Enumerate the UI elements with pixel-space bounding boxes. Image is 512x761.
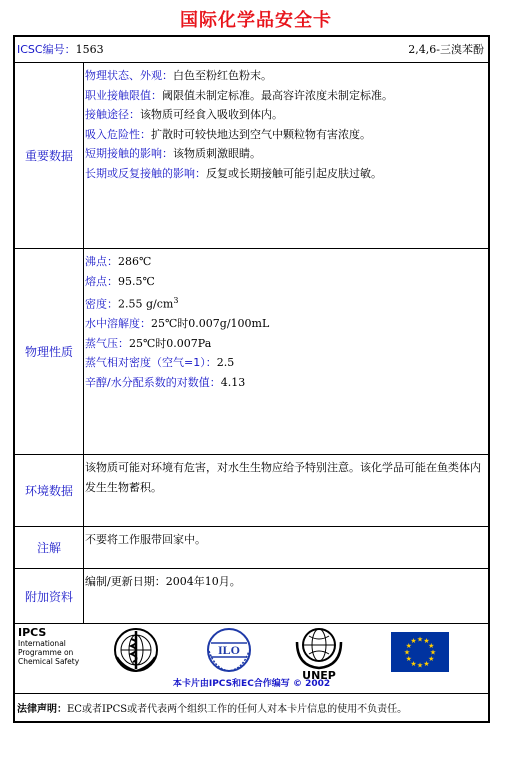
card-title: 国际化学品安全卡	[180, 10, 332, 31]
important-item-key: 长期或反复接触的影响：	[85, 166, 206, 180]
notes-label: 注解	[15, 527, 84, 568]
physical-item-value: 95.5℃	[118, 274, 155, 288]
eu-star-icon: ★	[410, 659, 417, 668]
important-item-key: 物理状态、外观：	[85, 69, 173, 82]
important-item-key: 职业接触限值：	[85, 88, 162, 102]
physical-item-value: 2.5	[216, 356, 235, 370]
environment-label: 环境数据	[15, 455, 84, 526]
eu-star-icon: ★	[405, 655, 412, 663]
important-item-key: 接触途径：	[85, 108, 140, 121]
physical-item-value: 2.55 g/cm	[118, 297, 174, 311]
environment-text: 该物质可能对环境有危害，对水生生物应给予特别注意。该化学品可能在鱼类体内发生生物蓄积。	[85, 461, 481, 494]
important-data-content	[83, 63, 488, 248]
legal-notice	[15, 694, 488, 721]
physical-item-key: 熔点：	[85, 274, 118, 288]
eu-star-icon: ★	[416, 661, 424, 670]
notes-text: 不要将工作服带回家中。	[85, 533, 206, 546]
physical-item	[85, 252, 486, 272]
physical-item	[85, 334, 486, 354]
chemical-name: 2,4,6-三溴苯酚	[408, 43, 484, 56]
eu-star-icon: ★	[405, 642, 412, 650]
important-item-key: 短期接触的影响：	[85, 147, 173, 160]
important-item	[85, 86, 486, 106]
physical-properties-label: 物理性质	[15, 249, 84, 454]
physical-item-key: 蒸气相对密度（空气=1）：	[85, 356, 217, 370]
important-item-value: 该物质可经食入吸收到体内。	[140, 108, 283, 121]
physical-properties-content	[83, 249, 488, 454]
header-row	[15, 37, 488, 63]
additional-text: 编制/更新日期：2004年10月。	[85, 575, 241, 588]
who-emblem-icon	[113, 627, 159, 673]
eu-star-icon: ★	[429, 648, 437, 657]
eu-star-icon: ★	[428, 655, 435, 663]
physical-item-value: 4.13	[220, 375, 246, 389]
ipcs-line1: International	[18, 639, 66, 648]
physical-item	[85, 314, 486, 334]
eu-star-icon: ★	[403, 648, 411, 657]
ipcs-line3: Chemical Safety	[18, 657, 80, 666]
important-item	[85, 125, 486, 145]
important-data-label: 重要数据	[15, 63, 84, 248]
physical-item	[85, 353, 486, 373]
important-item-value: 扩散时可较快地达到空气中颗粒物有害浓度。	[151, 127, 371, 141]
physical-item-value: 25℃时0.007g/100mL	[151, 317, 270, 331]
physical-item-value: 286℃	[118, 255, 152, 268]
physical-item-key: 密度：	[85, 297, 118, 311]
environment-section	[15, 455, 488, 527]
unep-emblem-icon	[295, 626, 343, 680]
ipcs-abbr: IPCS	[18, 626, 47, 639]
eu-star-icon: ★	[423, 659, 430, 668]
notes-section	[15, 527, 488, 569]
eu-star-icon: ★	[423, 637, 430, 646]
important-item	[85, 144, 486, 164]
physical-item-sup: 3	[173, 296, 179, 305]
important-item-value: 该物质刺激眼睛。	[173, 147, 261, 160]
physical-properties-section	[15, 249, 488, 455]
eu-flag-icon	[391, 632, 449, 672]
eu-star-icon: ★	[428, 642, 435, 650]
important-item-value: 反复或长期接触可能引起皮肤过敏。	[206, 166, 382, 180]
important-item-value: 白色至粉红色粉末。	[173, 69, 272, 82]
important-item	[85, 164, 486, 184]
physical-item-key: 辛醇/水分配系数的对数值：	[85, 375, 221, 389]
icsc-label: ICSC编号：	[17, 43, 76, 56]
important-item	[85, 66, 486, 86]
ilo-text: ILO	[217, 643, 241, 657]
logos-row	[15, 624, 488, 694]
icsc-number	[17, 41, 104, 57]
footer-note: 本卡片由IPCS和EC合作编写 © 2002	[172, 679, 331, 689]
important-item-value: 阈限值未制定标准。最高容许浓度未制定标准。	[162, 88, 393, 102]
important-data-section	[15, 63, 488, 249]
physical-item	[85, 373, 486, 393]
important-item	[85, 105, 486, 125]
eu-star-icon: ★	[410, 637, 417, 646]
ipcs-line2: Programme on	[18, 648, 74, 657]
unep-text: UNEP	[302, 669, 336, 680]
additional-section	[15, 569, 488, 624]
icsc-card	[13, 35, 490, 723]
ilo-emblem-icon	[205, 627, 253, 673]
physical-item	[85, 272, 486, 292]
important-item-key: 吸入危险性：	[85, 127, 151, 141]
eu-star-icon: ★	[416, 635, 424, 644]
physical-item	[85, 291, 486, 314]
physical-item-key: 沸点：	[85, 255, 118, 268]
ipcs-logo	[18, 628, 79, 666]
physical-item-value: 25℃时0.007Pa	[129, 336, 212, 350]
icsc-value: 1563	[75, 43, 104, 56]
physical-item-key: 蒸气压：	[85, 336, 129, 350]
legal-text: EC或者IPCS或者代表两个组织工作的任何人对本卡片信息的使用不负责任。	[67, 704, 408, 715]
physical-item-key: 水中溶解度：	[85, 317, 151, 331]
additional-label: 附加资料	[15, 569, 84, 623]
legal-label: 法律声明：	[17, 704, 67, 715]
